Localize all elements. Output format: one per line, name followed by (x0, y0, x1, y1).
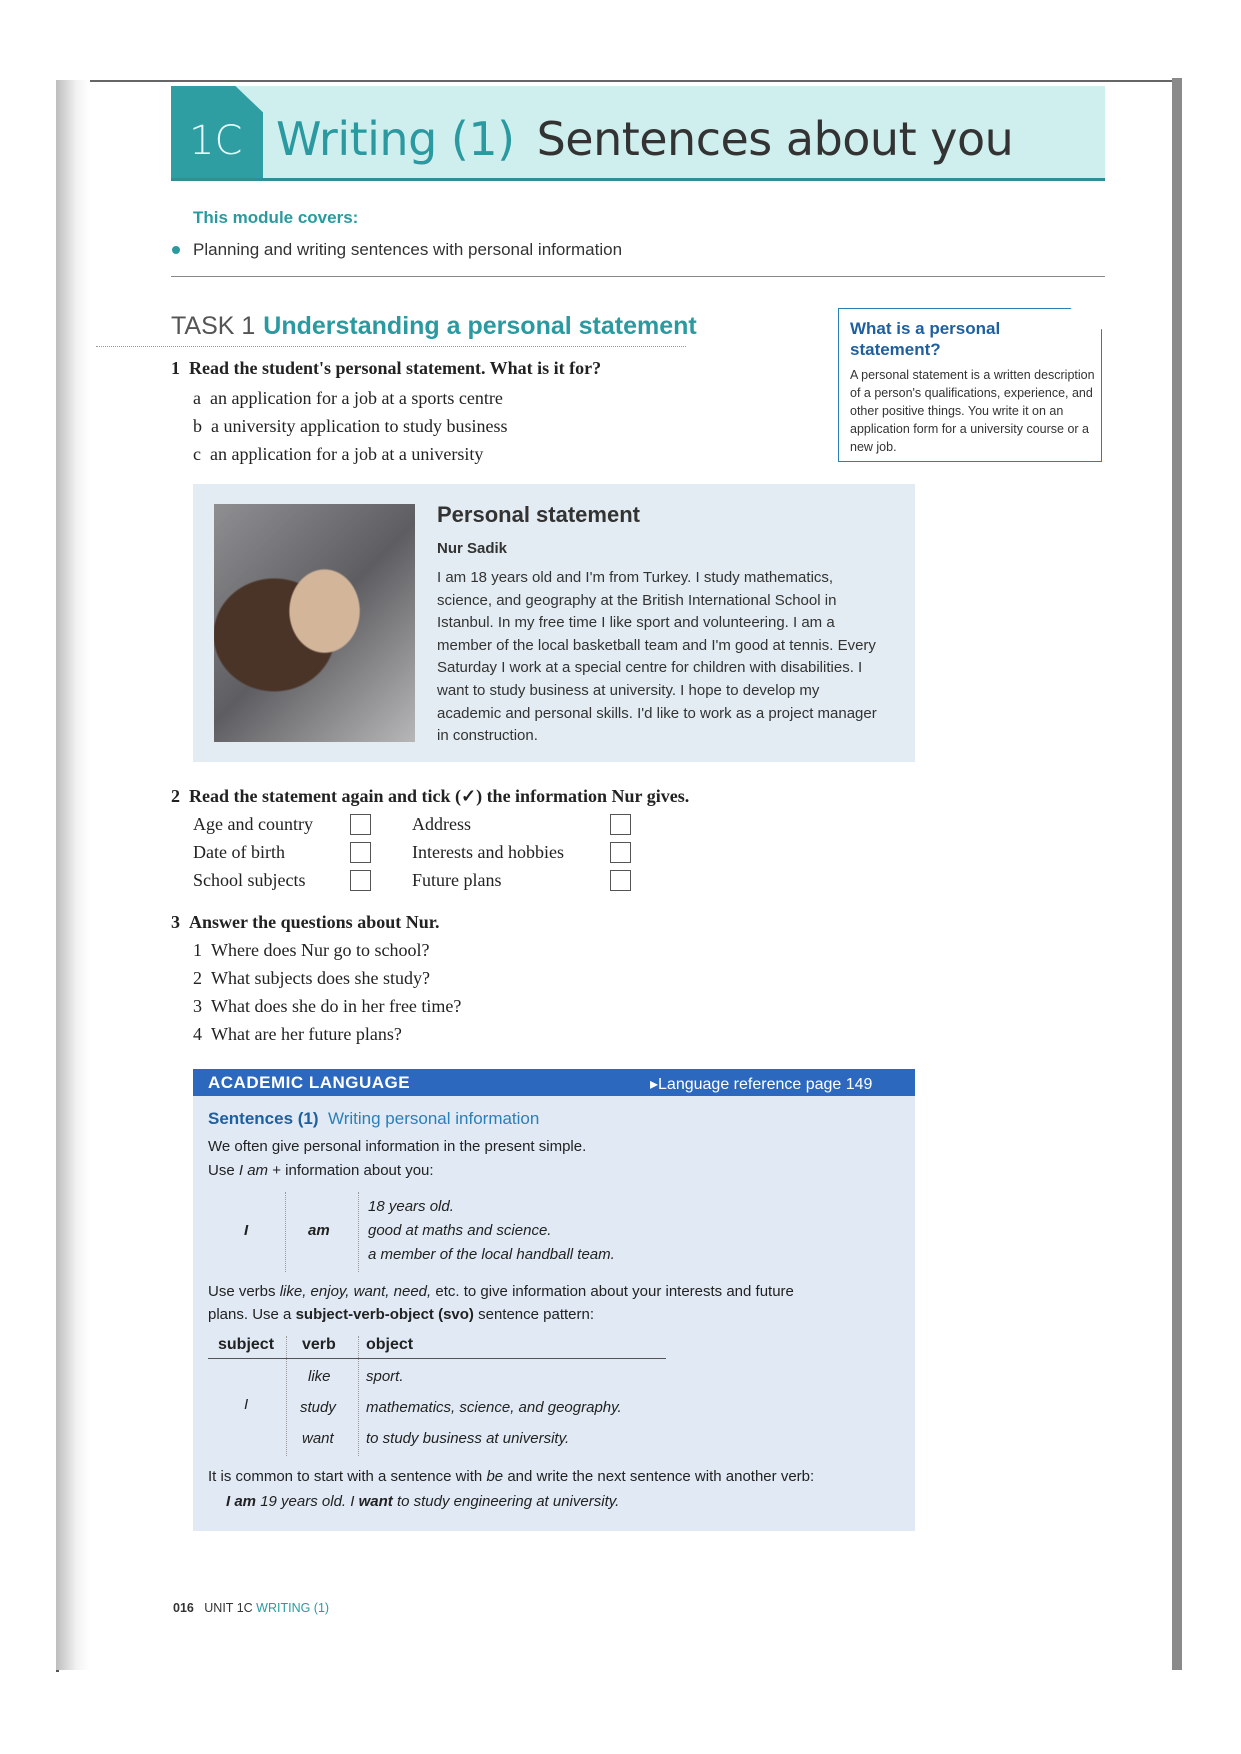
table-header: subject (218, 1336, 275, 1353)
question-text: Read the student's personal statement. What is it for? (189, 358, 602, 378)
statement-body: I am 18 years old and I'm from Turkey. I study mathematics, science, and geography at the British International School in Istanbul. In my free time I like sport and volunteering. I am a member of the local basketball team and I'm good at tennis. Every Saturday I work at a special centre for children with disabilities. I want to study business at university. I hope to develop my academic and personal skills. I'd like to work as a project manager in construction. (437, 569, 877, 745)
academic-language-heading: ACADEMIC LANGUAGE (208, 1073, 411, 1092)
definition-text: A personal statement is a written description of a person's qualifications, experience, and other positive things. You write it on an application form for a university course or a new job. (850, 368, 1095, 454)
table-cell: to study business at university. (366, 1430, 570, 1447)
tick-checkbox[interactable] (610, 814, 631, 835)
tick-label: Future plans (412, 870, 502, 890)
table-cell: mathematics, science, and geography. (366, 1399, 622, 1416)
question-1 (171, 358, 601, 379)
paragraph: It is common to start with a sentence with be and write the next sentence with another verb: (208, 1468, 815, 1485)
page-number: 016 (173, 1601, 194, 1615)
student-name: Nur Sadik (437, 540, 508, 557)
task-title: Understanding a personal statement (263, 312, 697, 340)
tick-label: Address (412, 814, 471, 834)
section-subtitle: Sentences (1) Writing personal information (208, 1109, 540, 1128)
page-edge (1172, 78, 1182, 1670)
paragraph: We often give personal information in the present simple. (208, 1138, 587, 1155)
table-subject: I (244, 1396, 249, 1413)
tick-checkbox[interactable] (350, 842, 371, 863)
table-header: object (366, 1336, 414, 1353)
option-a: a an application for a job at a sports centre (193, 388, 503, 408)
task-heading (171, 312, 697, 341)
table-header: verb (302, 1336, 336, 1353)
question-2: 2 Read the statement again and tick (✓) the information Nur gives. (171, 786, 690, 806)
paragraph: Use I am + information about you: (208, 1162, 434, 1179)
statement-heading: Personal statement (437, 502, 640, 527)
list-item: 1 Where does Nur go to school? (193, 940, 430, 960)
paragraph: plans. Use a subject-verb-object (svo) sentence pattern: (208, 1306, 595, 1323)
tick-checkbox[interactable] (350, 870, 371, 891)
table-verb: like (308, 1368, 331, 1385)
table-subject: I (244, 1222, 249, 1239)
list-item: 3 What does she do in her free time? (193, 996, 462, 1016)
option-c: c an application for a job at a university (193, 444, 484, 464)
page-footer: 016 UNIT 1C WRITING (1) (173, 1601, 330, 1615)
student-photo (214, 504, 415, 742)
table-divider (358, 1192, 360, 1272)
paragraph: Use verbs like, enjoy, want, need, etc. to give information about your interests and future (208, 1283, 794, 1300)
tick-checkbox[interactable] (350, 814, 371, 835)
unit-number: 1C (189, 118, 243, 164)
question-number: 1 (171, 358, 180, 378)
tick-label: Date of birth (193, 842, 285, 862)
tick-checkbox[interactable] (610, 842, 631, 863)
tick-label: School subjects (193, 870, 306, 890)
option-b: b a university application to study business (193, 416, 508, 436)
question-3: 3 Answer the questions about Nur. (171, 912, 440, 932)
title-main: Sentences about you (536, 112, 1014, 166)
covers-item: Planning and writing sentences with personal information (193, 240, 623, 259)
task-label: TASK 1 (171, 312, 256, 340)
definition-title: What is a personal statement? (850, 319, 1001, 359)
book-spine-shadow (56, 80, 90, 1670)
language-reference-link[interactable]: ▸Language reference page 149 (650, 1076, 873, 1093)
tick-checkbox[interactable] (610, 870, 631, 891)
table-divider (286, 1336, 288, 1456)
table-cell: 18 years old. (368, 1198, 454, 1215)
example-sentence: I am 19 years old. I want to study engineering at university. (226, 1493, 620, 1510)
table-verb: am (308, 1222, 330, 1239)
page-title (276, 112, 1013, 166)
header-rule (171, 178, 1105, 181)
tick-label: Interests and hobbies (412, 842, 564, 862)
table-verb: want (302, 1430, 334, 1447)
list-item: 4 What are her future plans? (193, 1024, 402, 1044)
tick-label: Age and country (193, 814, 313, 834)
table-cell: a member of the local handball team. (368, 1246, 615, 1263)
divider (171, 276, 1105, 277)
list-item: 2 What subjects does she study? (193, 968, 430, 988)
table-divider (285, 1192, 287, 1272)
table-cell: good at maths and science. (368, 1222, 552, 1239)
covers-heading: This module covers: (193, 208, 359, 227)
title-accent: Writing (1) (276, 112, 515, 166)
dotted-divider (96, 346, 686, 347)
table-rule (208, 1358, 666, 1359)
table-divider (358, 1336, 360, 1456)
bullet-icon (172, 246, 180, 254)
table-verb: study (300, 1399, 336, 1416)
table-cell: sport. (366, 1368, 404, 1385)
